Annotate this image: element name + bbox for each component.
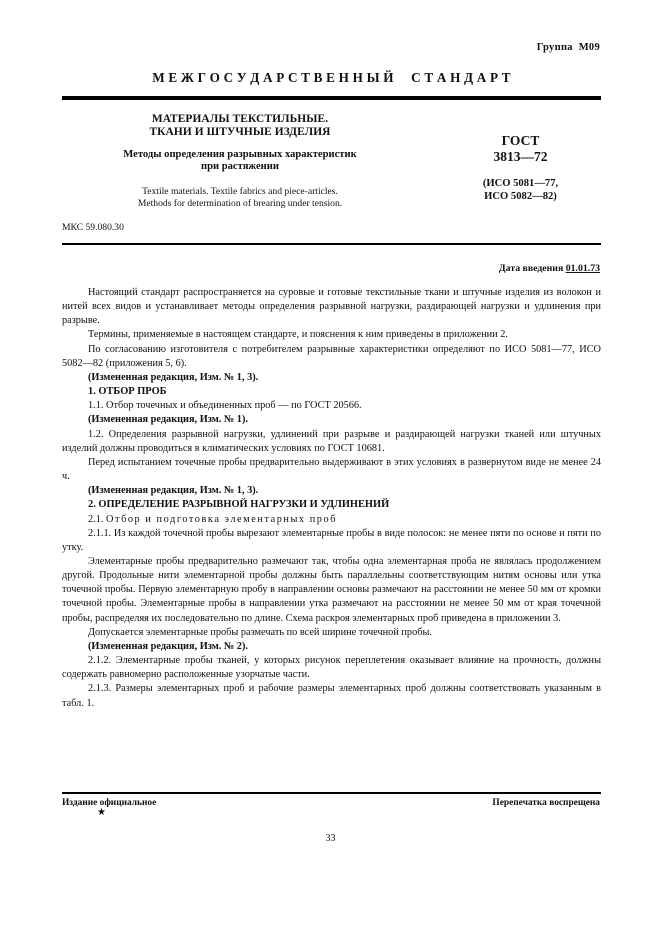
star-icon: ★ [97,807,106,818]
clause-2-1-1: 2.1.1. Из каждой точечной пробы вырезают элементарные пробы в виде полосок: не менее пяти по основе и пяти по утку. [62,527,601,553]
title-sub-line2: при растяжении [201,161,279,173]
paragraph-terms: Термины, применяемые в настоящем стандарте, и пояснения к ним приведены в приложении 2. [88,329,508,341]
standard-designation [440,133,601,203]
clause-1-1: 1.1. Отбор точечных и объединенных проб — по ГОСТ 20566. [88,400,362,412]
title-main-line1: МАТЕРИАЛЫ ТЕКСТИЛЬНЫЕ. [151,113,329,125]
amendment-note-2: (Измененная редакция, Изм. № 2). [88,640,248,652]
title-sub-line1: Методы определения разрывных характеристик [123,148,357,160]
clause-2-1-1-marking: Элементарные пробы предварительно размечают так, чтобы одна элементарная проба не являлась продолжением другой. Продольные нити элементарной пробы должны быть параллельны соответствующим нитям основы или утка точечной пробы. Первую элементарную пробу в направлении основы размечают на расстоянии не менее 50 мм от кромки точечной пробы. Элементарные пробы в направлении утка размечают на расстоянии не менее 50 мм от края точечной пробы, распределяя их последовательно по длине. Схема раскроя элементарных проб приведена в приложении 3. [62,555,601,624]
title-block [62,113,418,209]
document-body [62,286,601,711]
iso-reference-line1: (ИСО 5081—77, [482,178,559,189]
standard-name: ГОСТ [501,133,540,148]
footer-rule [62,792,601,794]
clause-2-1-3: 2.1.3. Размеры элементарных проб и рабочие размеры элементарных проб должны соответствовать указанным в табл. 1. [62,683,601,709]
classifier-rule [62,243,601,245]
title-english-line1: Textile materials. Textile fabrics and piece-articles. [142,186,338,197]
clause-2-1-2: 2.1.2. Элементарные пробы тканей, у которых рисунок переплетения оказывает влияние на прочность, должны содержать равномерно расположенные узорчатые части. [62,655,601,681]
standard-number: 3813—72 [493,149,548,164]
paragraph-scope: Настоящий стандарт распространяется на суровые и готовые текстильные ткани и штучные изделия из волокон и нитей всех видов и устанавливает методы определения разрывной нагрузки, раздирающей нагрузки и удлинения при разрыве. [62,287,601,327]
footer-edition-note: Издание официальное [62,798,157,808]
title-main-line2: ТКАНИ И ШТУЧНЫЕ ИЗДЕЛИЯ [149,126,331,139]
paragraph-agreement: По согласованию изготовителя с потребителем разрывные характеристики определяют по ИСО 5081—77, ИСО 5082—82 (приложения 5, 6). [62,343,601,369]
title-english-line2: Methods for determination of brearing under tension. [137,197,343,209]
page-number: 33 [325,833,336,844]
masthead-rule [62,96,601,100]
amendment-note-1-3-a: (Измененная редакция, Изм. № 1, 3). [88,371,259,383]
iso-reference-line2: ИСО 5082—82) [484,191,557,202]
masthead-title: М Е Ж Г О С У Д А Р С Т В Е Н Н Ы Й С Т А Н Д А Р Т [152,70,511,85]
footer-reprint-note: Перепечатка воспрещена [492,798,600,808]
section-heading-1: 1. ОТБОР ПРОБ [88,386,167,398]
classifier-code: МКС 59.080.30 [62,222,124,233]
section-heading-2: 2. ОПРЕДЕЛЕНИЕ РАЗРЫВНОЙ НАГРУЗКИ И УДЛИНЕНИЙ [88,499,390,511]
amendment-note-1: (Измененная редакция, Изм. № 1). [88,414,248,426]
clause-2-1 [62,513,601,527]
clause-1-2: 1.2. Определения разрывной нагрузки, удлинений при разрыве и раздирающей нагрузки тканей или штучных изделий должны проводиться в климатических условиях по ГОСТ 10681. [62,428,601,454]
introduction-date-value: 01.01.73 [565,263,600,274]
clause-2-1-1-allowance: Допускается элементарные пробы размечать по всей ширине точечной пробы. [88,626,432,638]
clause-1-2-conditioning: Перед испытанием точечные пробы предварительно выдерживают в этих условиях в развернутом виде не менее 24 ч. [62,456,601,483]
introduction-date-label: Дата введения [498,263,566,274]
group-classification: Группа М09 [536,42,600,53]
clause-2-1-number: 2.1. [88,513,107,525]
clause-2-1-title: Отбор и подготовка элементарных проб [106,513,337,525]
amendment-note-1-3-b: (Измененная редакция, Изм. № 1, 3). [88,485,259,497]
introduction-date [489,252,600,285]
